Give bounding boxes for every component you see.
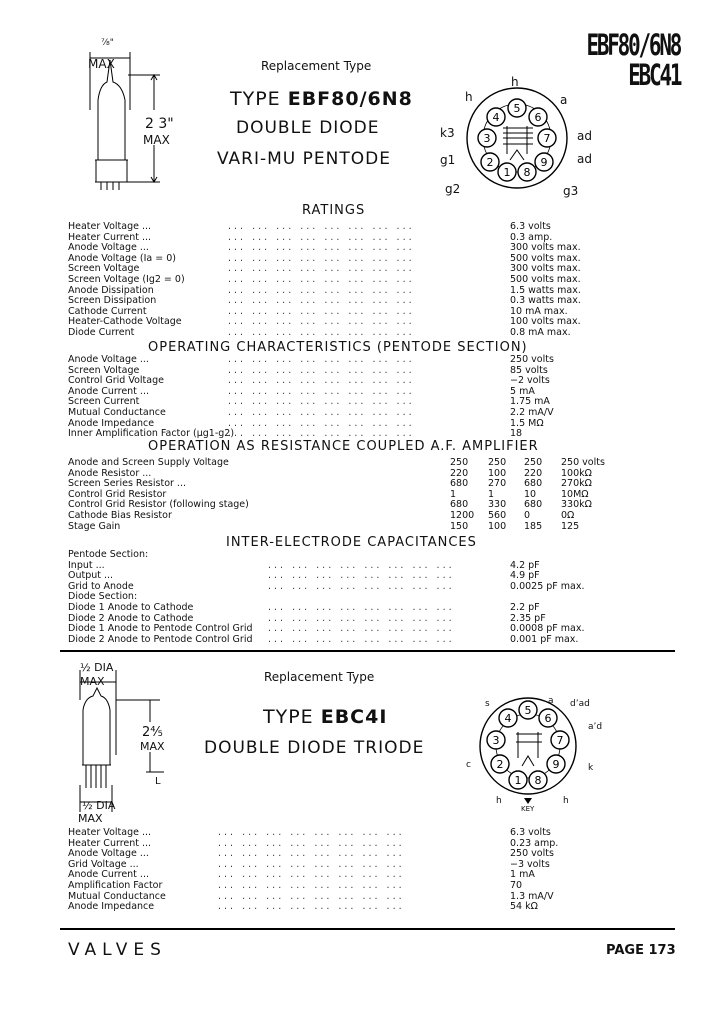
leader-dots: ... ... ... ... ... ... ... ... (228, 263, 415, 275)
svg-text:7: 7 (543, 132, 551, 145)
ebc41-pin-s: s (485, 699, 490, 709)
caps-value: 4.2 pF (510, 559, 540, 571)
rc-cell: 0Ω (561, 510, 575, 521)
ratings-label: Heater-Cathode Voltage (68, 316, 182, 328)
leader-dots: ... ... ... ... ... ... ... ... (228, 396, 415, 408)
leader-dots: ... ... ... ... ... ... ... ... (268, 633, 455, 645)
ratings-value: 300 volts max. (510, 242, 581, 254)
svg-text:5: 5 (524, 704, 532, 717)
leader-dots: ... ... ... ... ... ... ... ... (228, 242, 415, 254)
leader-dots: ... ... ... ... ... ... ... ... (228, 407, 415, 418)
rc-cell: 220 (450, 467, 469, 479)
rc-cell: 125 (561, 520, 580, 532)
ebc41-pin-d-ad: d’ad (570, 699, 590, 709)
operating-label: Anode Impedance (68, 417, 155, 429)
pin-label-g2: g2 (445, 182, 461, 196)
page-number: PAGE 173 (606, 943, 676, 958)
caps-label: Output ... (68, 570, 114, 582)
height-dimension: 2 3" (145, 116, 174, 132)
leader-dots: ... ... ... ... ... ... ... ... (228, 327, 415, 338)
width-fraction: ⅞" (101, 38, 114, 48)
rc-cell: 10 (524, 488, 537, 500)
pin-label-a: a (560, 93, 568, 107)
ebf80-outline-drawing (60, 30, 200, 210)
dia-bottom-max: MAX (78, 812, 103, 825)
ebc41-pin-k: k (588, 763, 594, 773)
ratings-value: 10 mA max. (510, 305, 568, 317)
pin-label-ad-1: ad (577, 129, 592, 143)
leader-dots: ... ... ... ... ... ... ... ... (228, 316, 415, 328)
section-divider (60, 650, 675, 652)
operating-value: 18 (510, 428, 523, 440)
leader-dots: ... ... ... ... ... ... ... ... (218, 901, 405, 913)
ebc_ratings-value: 54 kΩ (510, 901, 538, 913)
svg-text:2: 2 (486, 156, 494, 169)
rc-label: Control Grid Resistor (68, 488, 167, 500)
ebc_ratings-label: Heater Voltage ... (68, 827, 152, 838)
leader-dots: ... ... ... ... ... ... ... ... (218, 869, 405, 881)
caps-value: 0.0025 pF max. (510, 580, 585, 592)
rc-cell: 680 (450, 478, 469, 490)
leader-dots: ... ... ... ... ... ... ... ... (218, 880, 405, 891)
leader-dots: ... ... ... ... ... ... ... ... (268, 580, 455, 592)
ebc41-type-name: EBC4I (320, 706, 388, 728)
ratings-label: Heater Current ... (68, 231, 152, 243)
operating-label: Screen Voltage (68, 364, 140, 376)
rc-cell: 220 (524, 467, 543, 479)
ratings-value: 0.3 watts max. (510, 295, 581, 307)
ebc_ratings-label: Amplification Factor (68, 880, 163, 891)
svg-text:9: 9 (552, 758, 560, 771)
operating-label: Control Grid Voltage (68, 375, 164, 387)
operating-label: Anode Current ... (68, 385, 149, 397)
rc-cell: 250 (524, 457, 543, 468)
rc-label: Anode Resistor ... (68, 467, 152, 479)
rc-cell: 100kΩ (561, 467, 592, 479)
svg-text:2: 2 (496, 758, 504, 771)
leader-dots: ... ... ... ... ... ... ... ... (228, 417, 415, 429)
operating-value: 250 volts (510, 354, 554, 365)
leader-dots: ... ... ... ... ... ... ... ... (228, 274, 415, 285)
svg-text:3: 3 (483, 132, 491, 145)
corner-code-ebc41: EBC41 (627, 58, 680, 92)
rc-label: Anode and Screen Supply Voltage (68, 457, 229, 468)
type-name: EBF80/6N8 (287, 88, 413, 110)
leader-dots: ... ... ... ... ... ... ... ... (268, 602, 455, 613)
leader-dots: ... ... ... ... ... ... ... ... (228, 375, 415, 387)
ebc41-height-max: MAX (140, 740, 165, 753)
svg-text:1: 1 (503, 166, 511, 179)
caps-label: Pentode Section: (68, 549, 149, 560)
ratings-label: Anode Voltage ... (68, 242, 149, 254)
ratings-title: RATINGS (302, 203, 366, 218)
ratings-value: 500 volts max. (510, 274, 581, 285)
dia-bottom-label: ½ DIA (82, 799, 116, 812)
leader-dots: ... ... ... ... ... ... ... ... (228, 221, 415, 232)
operating-value: 85 volts (510, 364, 548, 376)
rc-cell: 270kΩ (561, 478, 592, 490)
ebc41-key-label: KEY (521, 805, 535, 813)
leader-dots: ... ... ... ... ... ... ... ... (228, 295, 415, 307)
leader-dots: ... ... ... ... ... ... ... ... (268, 570, 455, 582)
caps-label: Diode 1 Anode to Cathode (68, 602, 194, 613)
rc-label: Control Grid Resistor (following stage) (68, 499, 249, 511)
ebc41-height: 2⅘ (142, 725, 163, 740)
svg-text:5: 5 (513, 102, 521, 115)
svg-text:1: 1 (514, 774, 522, 787)
ratings-label: Screen Voltage (Ig2 = 0) (68, 274, 185, 285)
operating-label: Anode Voltage ... (68, 354, 149, 365)
ebc41-subtitle: DOUBLE DIODE TRIODE (204, 738, 425, 758)
ratings-label: Anode Dissipation (68, 284, 154, 296)
rc-cell: 10MΩ (561, 488, 589, 500)
operating-value: −2 volts (510, 375, 550, 387)
rc-cell: 1 (450, 488, 457, 500)
operating-value: 2.2 mA/V (510, 407, 554, 418)
ratings-value: 0.3 amp. (510, 231, 553, 243)
operating-label: Screen Current (68, 396, 140, 408)
svg-text:9: 9 (540, 156, 548, 169)
ebc41-type-heading: TYPE EBC4I (263, 706, 388, 728)
footer-divider (60, 928, 675, 930)
leader-dots: ... ... ... ... ... ... ... ... (218, 848, 405, 860)
caps-value: 0.0008 pF max. (510, 623, 585, 635)
capacitances-title: INTER-ELECTRODE CAPACITANCES (226, 535, 477, 550)
ratings-label: Screen Dissipation (68, 295, 157, 307)
ratings-value: 300 volts max. (510, 263, 581, 275)
leader-dots: ... ... ... ... ... ... ... ... (228, 305, 415, 317)
caps-value: 4.9 pF (510, 570, 540, 582)
rc-cell: 100 (488, 520, 507, 532)
ratings-label: Heater Voltage ... (68, 221, 152, 232)
caps-label: Diode 1 Anode to Pentode Control Grid (68, 623, 253, 635)
svg-text:4: 4 (492, 111, 500, 124)
leader-dots: ... ... ... ... ... ... ... ... (228, 284, 415, 296)
rc-cell: 680 (524, 478, 543, 490)
type-heading: TYPE EBF80/6N8 (230, 88, 413, 110)
rc-cell: 250 volts (561, 457, 605, 468)
svg-text:8: 8 (523, 166, 531, 179)
ebc_ratings-value: −3 volts (510, 858, 550, 870)
leader-dots: ... ... ... ... ... ... ... ... (228, 354, 415, 365)
ebc41-pin-ad2: a’d (588, 722, 603, 732)
operating-value: 5 mA (510, 385, 535, 397)
ebc41-pin-c: c (466, 760, 471, 770)
caps-label: Diode Section: (68, 591, 138, 603)
rc-cell: 0 (524, 510, 531, 521)
ebc41-pin-h2: h (563, 796, 569, 806)
caps-value: 0.001 pF max. (510, 633, 579, 645)
ebc_ratings-label: Grid Voltage ... (68, 858, 139, 870)
caps-label: Input ... (68, 559, 105, 571)
svg-text:6: 6 (534, 111, 542, 124)
caps-value: 2.35 pF (510, 612, 546, 624)
subtitle-vari-mu-pentode: VARI-MU PENTODE (217, 149, 391, 169)
ebc_ratings-value: 1.3 mA/V (510, 890, 554, 902)
ebc_ratings-value: 70 (510, 880, 523, 891)
ratings-label: Cathode Current (68, 305, 147, 317)
svg-text:3: 3 (492, 734, 500, 747)
rc-cell: 250 (488, 457, 507, 468)
pin-label-ad-2: ad (577, 152, 592, 166)
ebc_ratings-label: Anode Current ... (68, 869, 149, 881)
rc-cell: 150 (450, 520, 469, 532)
dia-top-max: MAX (80, 675, 105, 688)
rc-label: Stage Gain (68, 520, 121, 532)
height-max-label: MAX (143, 133, 170, 147)
operating-value: 1.5 MΩ (510, 417, 544, 429)
leader-dots: ... ... ... ... ... ... ... ... (228, 385, 415, 397)
dia-top-label: ½ DIA (80, 661, 114, 674)
leader-dots: ... ... ... ... ... ... ... ... (218, 827, 405, 838)
ratings-label: Anode Voltage (Ia = 0) (68, 252, 176, 264)
ebc41-pin-h1: h (496, 796, 502, 806)
leader-dots: ... ... ... ... ... ... ... ... (268, 612, 455, 624)
ebc_ratings-label: Anode Voltage ... (68, 848, 149, 860)
footer-valves: VALVES (68, 940, 167, 960)
rc-cell: 330kΩ (561, 499, 592, 511)
operating-value: 1.75 mA (510, 396, 550, 408)
subtitle-double-diode: DOUBLE DIODE (236, 118, 380, 138)
rc-cell: 270 (488, 478, 507, 490)
ebc_ratings-value: 6.3 volts (510, 827, 551, 838)
ebc41-replacement-type: Replacement Type (264, 670, 375, 684)
caps-label: Diode 2 Anode to Pentode Control Grid (68, 633, 253, 645)
width-max-label: MAX (88, 57, 115, 71)
ratings-value: 1.5 watts max. (510, 284, 581, 296)
ebc_ratings-label: Mutual Conductance (68, 890, 166, 902)
rc-cell: 330 (488, 499, 507, 511)
rc-cell: 680 (450, 499, 469, 511)
leader-dots: ... ... ... ... ... ... ... ... (228, 364, 415, 376)
ebc_ratings-value: 250 volts (510, 848, 554, 860)
operating-title: OPERATING CHARACTERISTICS (PENTODE SECTION) (148, 340, 528, 355)
pin-label-g1: g1 (440, 153, 456, 167)
ebc_ratings-label: Heater Current ... (68, 837, 152, 849)
ratings-label: Screen Voltage (68, 263, 140, 275)
caps-label: Diode 2 Anode to Cathode (68, 612, 194, 624)
svg-text:4: 4 (504, 712, 512, 725)
ebc_ratings-value: 1 mA (510, 869, 535, 881)
svg-text:8: 8 (534, 774, 542, 787)
pin-label-h-left: h (465, 90, 473, 104)
pin-label-k3: k3 (440, 126, 455, 140)
pin-label-h-top: h (511, 75, 519, 89)
leader-dots: ... ... ... ... ... ... ... ... (228, 231, 415, 243)
leader-dots: ... ... ... ... ... ... ... ... (218, 890, 405, 902)
caps-value: 2.2 pF (510, 602, 540, 613)
operating-label: Inner Amplification Factor (μg1-g2) (68, 428, 235, 440)
rc-label: Cathode Bias Resistor (68, 510, 172, 521)
rc-cell: 1 (488, 488, 495, 500)
leader-dots: ... ... ... ... ... ... ... ... (268, 623, 455, 635)
ebc41-l-label: L (155, 776, 161, 787)
leader-dots: ... ... ... ... ... ... ... ... (228, 252, 415, 264)
ratings-value: 0.8 mA max. (510, 327, 571, 338)
ebc_ratings-label: Anode Impedance (68, 901, 155, 913)
leader-dots: ... ... ... ... ... ... ... ... (218, 837, 405, 849)
ratings-value: 500 volts max. (510, 252, 581, 264)
ebc41-pin-a: a (548, 696, 554, 706)
operating-label: Mutual Conductance (68, 407, 166, 418)
rc-cell: 185 (524, 520, 543, 532)
ratings-value: 6.3 volts (510, 221, 551, 232)
rc-cell: 560 (488, 510, 507, 521)
rc-label: Screen Series Resistor ... (68, 478, 186, 490)
ratings-value: 100 volts max. (510, 316, 581, 328)
ebc_ratings-value: 0.23 amp. (510, 837, 559, 849)
rc-amplifier-title: OPERATION AS RESISTANCE COUPLED A.F. AMPLIFIER (148, 439, 539, 454)
leader-dots: ... ... ... ... ... ... ... ... (228, 428, 415, 440)
caps-label: Grid to Anode (68, 580, 134, 592)
rc-cell: 100 (488, 467, 507, 479)
rc-cell: 250 (450, 457, 469, 468)
rc-cell: 680 (524, 499, 543, 511)
pin-label-g3: g3 (563, 184, 579, 198)
rc-cell: 1200 (450, 510, 475, 521)
leader-dots: ... ... ... ... ... ... ... ... (268, 559, 455, 571)
svg-text:6: 6 (544, 712, 552, 725)
svg-text:7: 7 (556, 734, 564, 747)
replacement-type-label: Replacement Type (261, 59, 372, 73)
ratings-label: Diode Current (68, 327, 135, 338)
leader-dots: ... ... ... ... ... ... ... ... (218, 858, 405, 870)
corner-code-ebf80: EBF80/6N8 (586, 28, 680, 62)
